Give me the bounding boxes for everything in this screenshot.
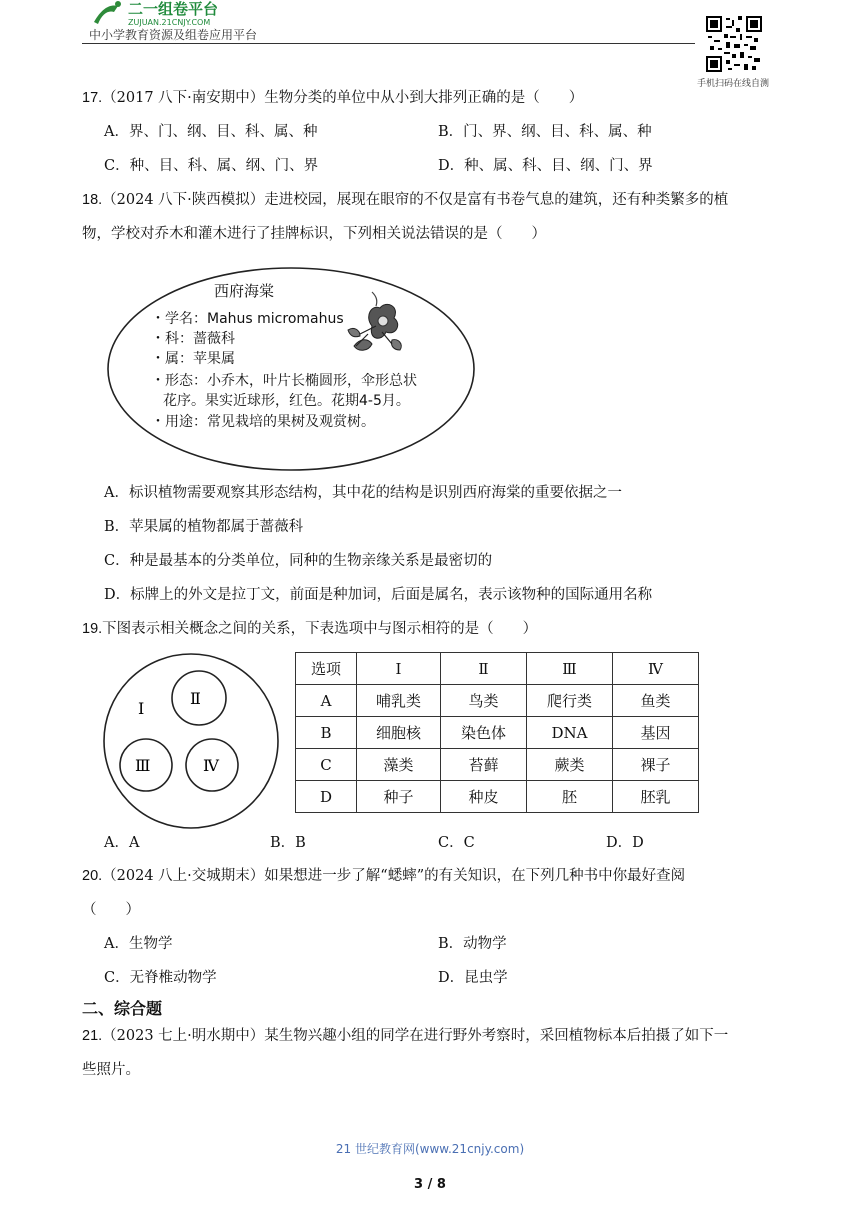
question-17-number: 17. xyxy=(82,90,103,106)
qr-caption: 手机扫码在线自测 xyxy=(697,79,770,89)
table-row xyxy=(296,685,699,717)
table-cell: 胚乳 xyxy=(613,781,699,813)
question-20-stem xyxy=(82,866,685,886)
plant-label-card xyxy=(106,266,476,472)
table-cell: A xyxy=(296,685,357,717)
table-cell: 细胞核 xyxy=(357,717,441,749)
label-title: 西府海棠 xyxy=(214,282,275,300)
question-19-option-d[interactable]: D．D xyxy=(606,835,644,851)
question-17-stem xyxy=(82,88,583,108)
question-21-stem xyxy=(82,1026,728,1046)
question-17-option-b[interactable]: B．门、界、纲、目、科、属、种 xyxy=(438,124,652,140)
platform-logo xyxy=(88,0,268,28)
table-cell: DNA xyxy=(527,717,613,749)
table-header-cell: Ⅰ xyxy=(357,653,441,685)
options-table xyxy=(295,652,699,813)
question-21-number: 21. xyxy=(82,1028,103,1044)
table-row xyxy=(296,717,699,749)
label-ellipse xyxy=(106,266,476,472)
question-17-option-d[interactable]: D．种、属、科、目、纲、门、界 xyxy=(438,158,653,174)
table-cell: 哺乳类 xyxy=(357,685,441,717)
question-20-text-line2: （ ） xyxy=(82,902,140,918)
table-cell: 基因 xyxy=(613,717,699,749)
question-18-option-a[interactable]: A．标识植物需要观察其形态结构，其中花的结构是识别西府海棠的重要依据之一 xyxy=(104,485,622,501)
question-18-option-d[interactable]: D．标牌上的外文是拉丁文，前面是种加词，后面是属名，表示该物种的国际通用名称 xyxy=(104,587,653,603)
question-19-stem xyxy=(82,619,537,639)
logo-url-text: ZUJUAN.21CNJY.COM xyxy=(128,18,211,27)
question-20-option-c[interactable]: C．无脊椎动物学 xyxy=(104,970,217,986)
section-title: 二、综合题 xyxy=(82,999,163,1018)
question-20-option-d[interactable]: D．昆虫学 xyxy=(438,970,508,986)
label-family: ・科：蔷薇科 xyxy=(151,331,235,347)
venn-label-IV: Ⅳ xyxy=(203,756,219,775)
header-subtitle: 中小学教育资源及组卷应用平台 xyxy=(89,28,258,42)
question-20-option-b[interactable]: B．动物学 xyxy=(438,936,507,952)
question-19-option-a[interactable]: A．A xyxy=(104,835,140,851)
table-header-cell: Ⅳ xyxy=(613,653,699,685)
logo-text: 二一组卷平台 xyxy=(128,0,219,18)
table-cell: C xyxy=(296,749,357,781)
label-usage: ・用途：常见栽培的果树及观赏树。 xyxy=(151,414,375,430)
label-morphology-cont: 花序。果实近球形，红色。花期4-5月。 xyxy=(163,393,410,409)
label-morphology: ・形态：小乔木，叶片长椭圆形，伞形总状 xyxy=(151,373,417,389)
qr-code-icon[interactable] xyxy=(706,16,762,72)
venn-label-III: Ⅲ xyxy=(135,756,151,775)
label-scientific-name: ・学名：Mahus micromahus xyxy=(151,311,344,327)
question-17-option-c[interactable]: C．种、目、科、属、纲、门、界 xyxy=(104,158,319,174)
venn-label-II: Ⅱ xyxy=(190,689,201,708)
circle-I xyxy=(104,654,278,828)
header-divider xyxy=(82,43,695,44)
table-row xyxy=(296,781,699,813)
table-cell: 鸟类 xyxy=(441,685,527,717)
table-header-row xyxy=(296,653,699,685)
table-cell: 染色体 xyxy=(441,717,527,749)
question-18-number: 18. xyxy=(82,192,103,208)
footer-site-link[interactable]: 21 世纪教育网(www.21cnjy.com) xyxy=(335,1142,525,1156)
page-number: 3 / 8 xyxy=(414,1177,446,1192)
question-19-number: 19. xyxy=(82,621,103,637)
question-21-text-line2: 些照片。 xyxy=(82,1062,140,1078)
question-18-text-line2: 物，学校对乔木和灌木进行了挂牌标识，下列相关说法错误的是（ ） xyxy=(82,226,546,242)
table-cell: 胚 xyxy=(527,781,613,813)
table-cell: 种子 xyxy=(357,781,441,813)
question-19-option-c[interactable]: C．C xyxy=(438,835,475,851)
question-17-text: 生物分类的单位中从小到大排列正确的是（ ） xyxy=(264,90,584,106)
question-17-source: （2017 八下·南安期中） xyxy=(102,90,265,106)
concept-relation-diagram xyxy=(102,652,280,830)
question-17-option-a[interactable]: A．界、门、纲、目、科、属、种 xyxy=(104,124,318,140)
table-cell: 鱼类 xyxy=(613,685,699,717)
table-cell: 蕨类 xyxy=(527,749,613,781)
label-genus: ・属：苹果属 xyxy=(151,351,235,367)
question-19-option-b[interactable]: B．B xyxy=(270,835,306,851)
question-18-source: （2024 八下·陕西模拟） xyxy=(102,192,265,208)
question-18-option-b[interactable]: B．苹果属的植物都属于蔷薇科 xyxy=(104,519,304,535)
table-cell: 苔藓 xyxy=(441,749,527,781)
question-18-text-line1: 走进校园，展现在眼帘的不仅是富有书卷气息的建筑，还有种类繁多的植 xyxy=(264,192,729,208)
table-header-cell: 选项 xyxy=(296,653,357,685)
table-cell: 裸子 xyxy=(613,749,699,781)
question-21-source: （2023 七上·明水期中） xyxy=(102,1028,265,1044)
table-cell: D xyxy=(296,781,357,813)
question-18-stem xyxy=(82,190,728,210)
question-21-text-line1: 某生物兴趣小组的同学在进行野外考察时，采回植物标本后拍摄了如下一 xyxy=(264,1028,729,1044)
table-row xyxy=(296,749,699,781)
question-19-text: 下图表示相关概念之间的关系，下表选项中与图示相符的是（ ） xyxy=(102,621,538,637)
question-18-option-c[interactable]: C．种是最基本的分类单位，同种的生物亲缘关系是最密切的 xyxy=(104,553,493,569)
question-20-source: （2024 八上·交城期末） xyxy=(102,868,265,884)
flower-illustration-icon xyxy=(342,290,406,360)
table-header-cell: Ⅲ xyxy=(527,653,613,685)
table-cell: B xyxy=(296,717,357,749)
venn-label-I: Ⅰ xyxy=(138,699,145,718)
question-20-number: 20. xyxy=(82,868,103,884)
table-cell: 爬行类 xyxy=(527,685,613,717)
table-header-cell: Ⅱ xyxy=(441,653,527,685)
table-cell: 种皮 xyxy=(441,781,527,813)
table-cell: 藻类 xyxy=(357,749,441,781)
question-20-option-a[interactable]: A．生物学 xyxy=(104,936,173,952)
question-20-text-line1: 如果想进一步了解“蟋蟀”的有关知识，在下列几种书中你最好查阅 xyxy=(264,868,686,884)
